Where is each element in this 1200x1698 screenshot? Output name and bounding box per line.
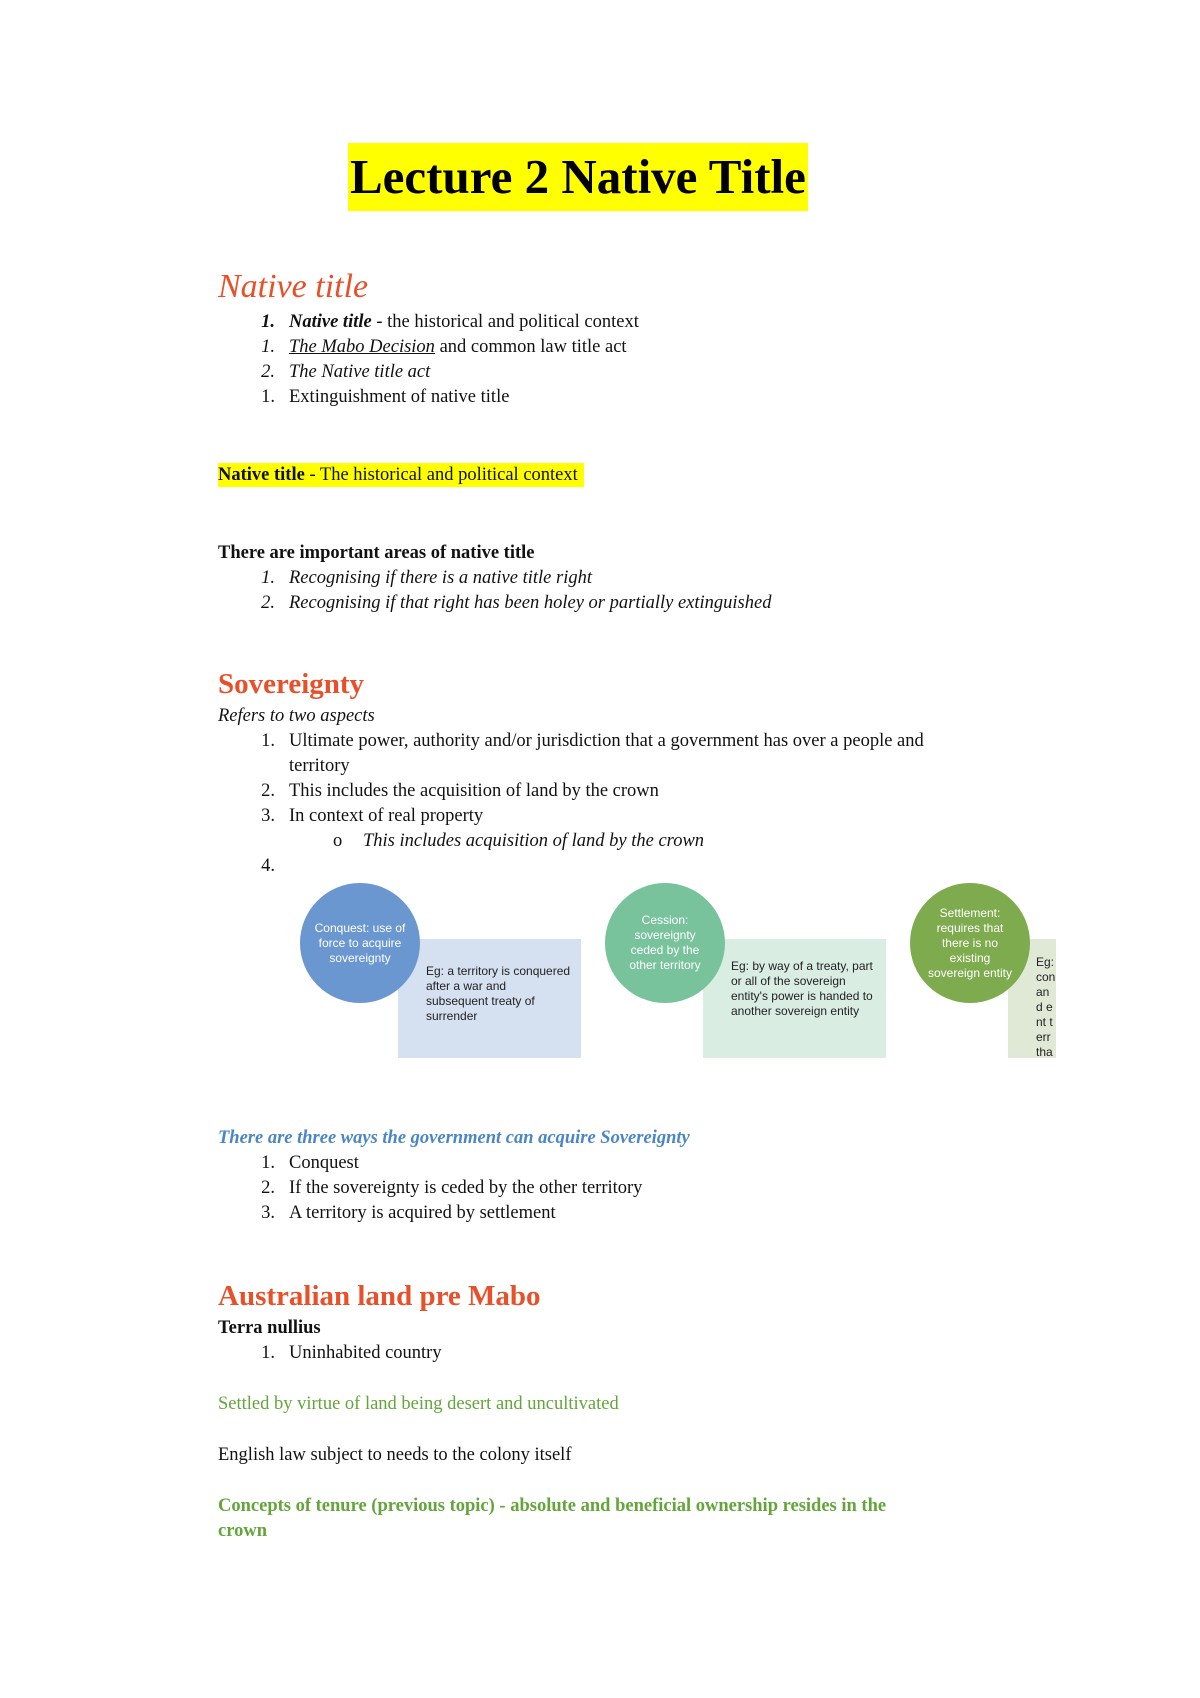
concepts-note-line1: Concepts of tenure (previous topic) - absolute and beneficial ownership resides in the: [218, 1496, 887, 1516]
list-item: 2. This includes the acquisition of land by the crown: [261, 781, 659, 801]
important-areas-heading: There are important areas of native title: [218, 543, 535, 563]
conquest-circle: Conquest: use of force to acquire sovereignty: [300, 883, 420, 1003]
list-item: 2. Recognising if that right has been holey or partially extinguished: [261, 593, 772, 613]
list-item: 1. Extinguishment of native title: [261, 387, 510, 407]
list-item: 1. Conquest: [261, 1153, 359, 1173]
context-heading: Native title - The historical and political context: [218, 463, 584, 487]
pre-mabo-heading: Australian land pre Mabo: [218, 1280, 541, 1312]
three-ways-heading: There are three ways the government can acquire Sovereignty: [218, 1128, 690, 1148]
list-item: 4.: [261, 856, 275, 876]
list-item: 1. The Mabo Decision and common law title act: [261, 337, 627, 357]
terra-nullius-heading: Terra nullius: [218, 1318, 321, 1338]
concepts-note-line2: crown: [218, 1521, 267, 1541]
list-item: 1. Recognising if there is a native title right: [261, 568, 592, 588]
list-item: 1. Uninhabited country: [261, 1343, 442, 1363]
settled-note: Settled by virtue of land being desert and uncultivated: [218, 1394, 619, 1414]
list-item: 3. A territory is acquired by settlement: [261, 1203, 556, 1223]
page-title: Lecture 2 Native Title: [348, 143, 808, 211]
list-item: 1. Native title - the historical and political context: [261, 312, 639, 332]
sovereignty-heading: Sovereignty: [218, 668, 365, 700]
sub-list-item: o This includes acquisition of land by the crown: [333, 831, 705, 851]
english-law-note: English law subject to needs to the colony itself: [218, 1445, 572, 1465]
list-item: 3. In context of real property: [261, 806, 484, 826]
native-title-heading: Native title: [218, 268, 369, 305]
sovereignty-subheading: Refers to two aspects: [218, 706, 375, 726]
conquest-example-box: Eg: a territory is conquered after a war and subsequent treaty of surrender: [398, 939, 581, 1058]
list-item: 1. Ultimate power, authority and/or jurisdiction that a government has over a people and: [261, 731, 924, 751]
list-item-continuation: territory: [289, 756, 350, 776]
list-item: 2. The Native title act: [261, 362, 431, 382]
list-item: 2. If the sovereignty is ceded by the other territory: [261, 1178, 643, 1198]
cession-circle: Cession: sovereignty ceded by the other territory: [605, 883, 725, 1003]
cession-example-box: Eg: by way of a treaty, part or all of the sovereign entity's power is handed to another sovereign entity: [703, 939, 886, 1058]
settlement-example-box: Eg: con and ent terr tha: [1008, 939, 1056, 1058]
settlement-circle: Settlement: requires that there is no existing sovereign entity: [910, 883, 1030, 1003]
